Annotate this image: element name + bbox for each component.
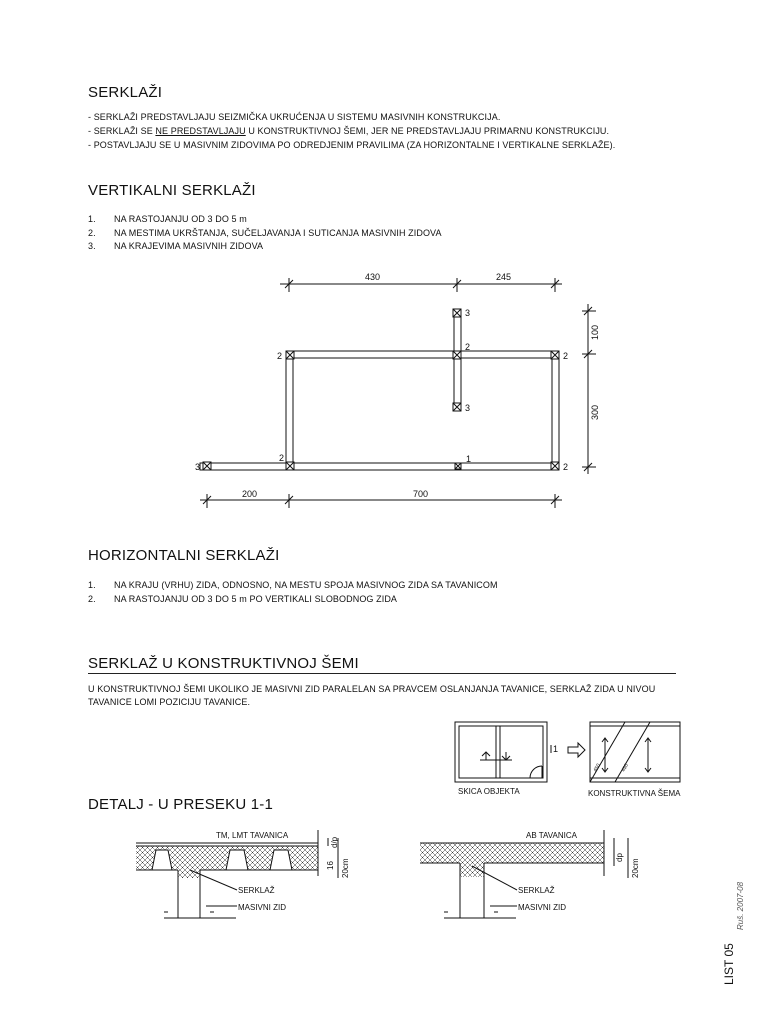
- sema-label: KONSTRUKTIVNA ŠEMA: [588, 789, 681, 798]
- slab-label: AB TAVANICA: [526, 831, 577, 840]
- plan-columns: [203, 309, 559, 470]
- skica-objekta: [455, 722, 551, 782]
- wall-top: [289, 351, 555, 358]
- item-text: NA KRAJU (VRHU) ZIDA, ODNOSNO, NA MESTU SPOJA MASIVNOG ZIDA SA TAVANICOM: [114, 580, 498, 590]
- serklazi-line-3: - POSTAVLJAJU SE U MASIVNIM ZIDOVIMA PO ODREDJENIM PRAVILIMA (ZA HORIZONTALNE I VERTIKALNE SERKLAŽE).: [88, 140, 616, 150]
- dimension-line-top: [280, 278, 562, 292]
- section-title-detalj: DETALJ - U PRESEKU 1-1: [88, 796, 274, 813]
- item-number: 2.: [88, 594, 96, 604]
- column-node: [453, 309, 461, 317]
- section-mark: 1: [553, 744, 559, 754]
- item-number: 1.: [88, 214, 96, 224]
- item-number: 2.: [88, 228, 96, 238]
- signature: Ruš. 2007-08: [736, 881, 745, 930]
- wall-right: [552, 356, 559, 464]
- dim-245: 245: [496, 272, 512, 282]
- wall-left: [286, 356, 293, 464]
- serklaz-label: SERKLAŽ: [518, 886, 555, 895]
- plan-labels: [195, 272, 600, 499]
- serklazi-line-2-pre: - SERKLAŽI SE: [88, 126, 156, 136]
- slab-label: TM, LMT TAVANICA: [216, 831, 289, 840]
- zid-label: MASIVNI ZID: [238, 903, 287, 912]
- zid-label: MASIVNI ZID: [518, 903, 567, 912]
- sema-line-2: TAVANICE LOMI POZICIJU TAVANICE.: [88, 697, 251, 707]
- node-label: 1: [466, 454, 472, 464]
- column-node: [551, 351, 559, 359]
- item-number: 1.: [88, 580, 96, 590]
- node-label: 2: [465, 342, 471, 352]
- wall-partition: [454, 313, 461, 407]
- item-text: NA RASTOJANJU OD 3 DO 5 m: [114, 214, 247, 224]
- column-node: [551, 462, 559, 470]
- dim-label: 20cm: [341, 858, 350, 878]
- dim-label: d/p: [330, 836, 339, 848]
- dim-200: 200: [242, 489, 258, 499]
- plan-walls: [200, 313, 559, 470]
- serklazi-line-1: - SERKLAŽI PREDSTAVLJAJU SEIZMIČKA UKRUĆENJA U SISTEMU MASIVNIH KONSTRUKCIJA.: [88, 112, 501, 122]
- dim-label: 20cm: [631, 858, 640, 878]
- section-title-sema: SERKLAŽ U KONSTRUKTIVNOJ ŠEMI: [88, 655, 359, 672]
- column-node: [453, 351, 461, 359]
- column-node: [203, 462, 211, 470]
- column-node: [286, 351, 294, 359]
- serklazi-line-2-post: U KONSTRUKTIVNOJ ŠEMI, JER NE PREDSTAVLJAJU PRIMARNU KONSTRUKCIJU.: [245, 126, 610, 136]
- item-number: 3.: [88, 241, 96, 251]
- sheet-number: LIST 05: [722, 943, 736, 985]
- dim-100: 100: [590, 324, 600, 340]
- node-label: 2: [563, 351, 569, 361]
- node-label: 2: [279, 453, 285, 463]
- item-text: NA MESTIMA UKRŠTANJA, SUČELJAVANJA I SUTICANJA MASIVNIH ZIDOVA: [114, 228, 442, 238]
- section-title-vertikalni: VERTIKALNI SERKLAŽI: [88, 182, 256, 199]
- section-title-serklazi: SERKLAŽI: [88, 84, 163, 101]
- position-label: 450: [620, 762, 630, 773]
- skica-label: SKICA OBJEKTA: [458, 787, 520, 796]
- dim-700: 700: [413, 489, 429, 499]
- node-label: 2: [563, 462, 569, 472]
- item-text: NA KRAJEVIMA MASIVNIH ZIDOVA: [114, 241, 264, 251]
- konstruktivna-sema: [590, 722, 680, 782]
- node-label: 3: [195, 462, 201, 472]
- column-node: [453, 403, 461, 411]
- dim-300: 300: [590, 404, 600, 420]
- position-label: 450: [592, 762, 602, 773]
- detail-left: [136, 830, 338, 918]
- wall-bottom: [200, 463, 559, 470]
- dim-430: 430: [365, 272, 381, 282]
- column-node: [286, 462, 294, 470]
- sema-line-1: U KONSTRUKTIVNOJ ŠEMI UKOLIKO JE MASIVNI ZID PARALELAN SA PRAVCEM OSLANJANJA TAVANICE, SERKLAŽ ZIDA U NIVOU: [88, 684, 656, 694]
- serklazi-line-2-emph: NE PREDSTAVLJAJU: [155, 126, 246, 136]
- plan-drawing: [200, 278, 596, 508]
- arrow-icon: [568, 743, 585, 757]
- node-label: 3: [465, 403, 471, 413]
- node-label: 3: [465, 308, 471, 318]
- section-title-horizontalni: HORIZONTALNI SERKLAŽI: [88, 547, 280, 564]
- serklaz-label: SERKLAŽ: [238, 886, 275, 895]
- node-label: 2: [277, 351, 283, 361]
- dim-label: 16: [326, 861, 335, 870]
- dim-label: dp: [615, 853, 624, 862]
- column-node: [455, 463, 461, 469]
- item-text: NA RASTOJANJU OD 3 DO 5 m PO VERTIKALI SLOBODNOG ZIDA: [114, 594, 398, 604]
